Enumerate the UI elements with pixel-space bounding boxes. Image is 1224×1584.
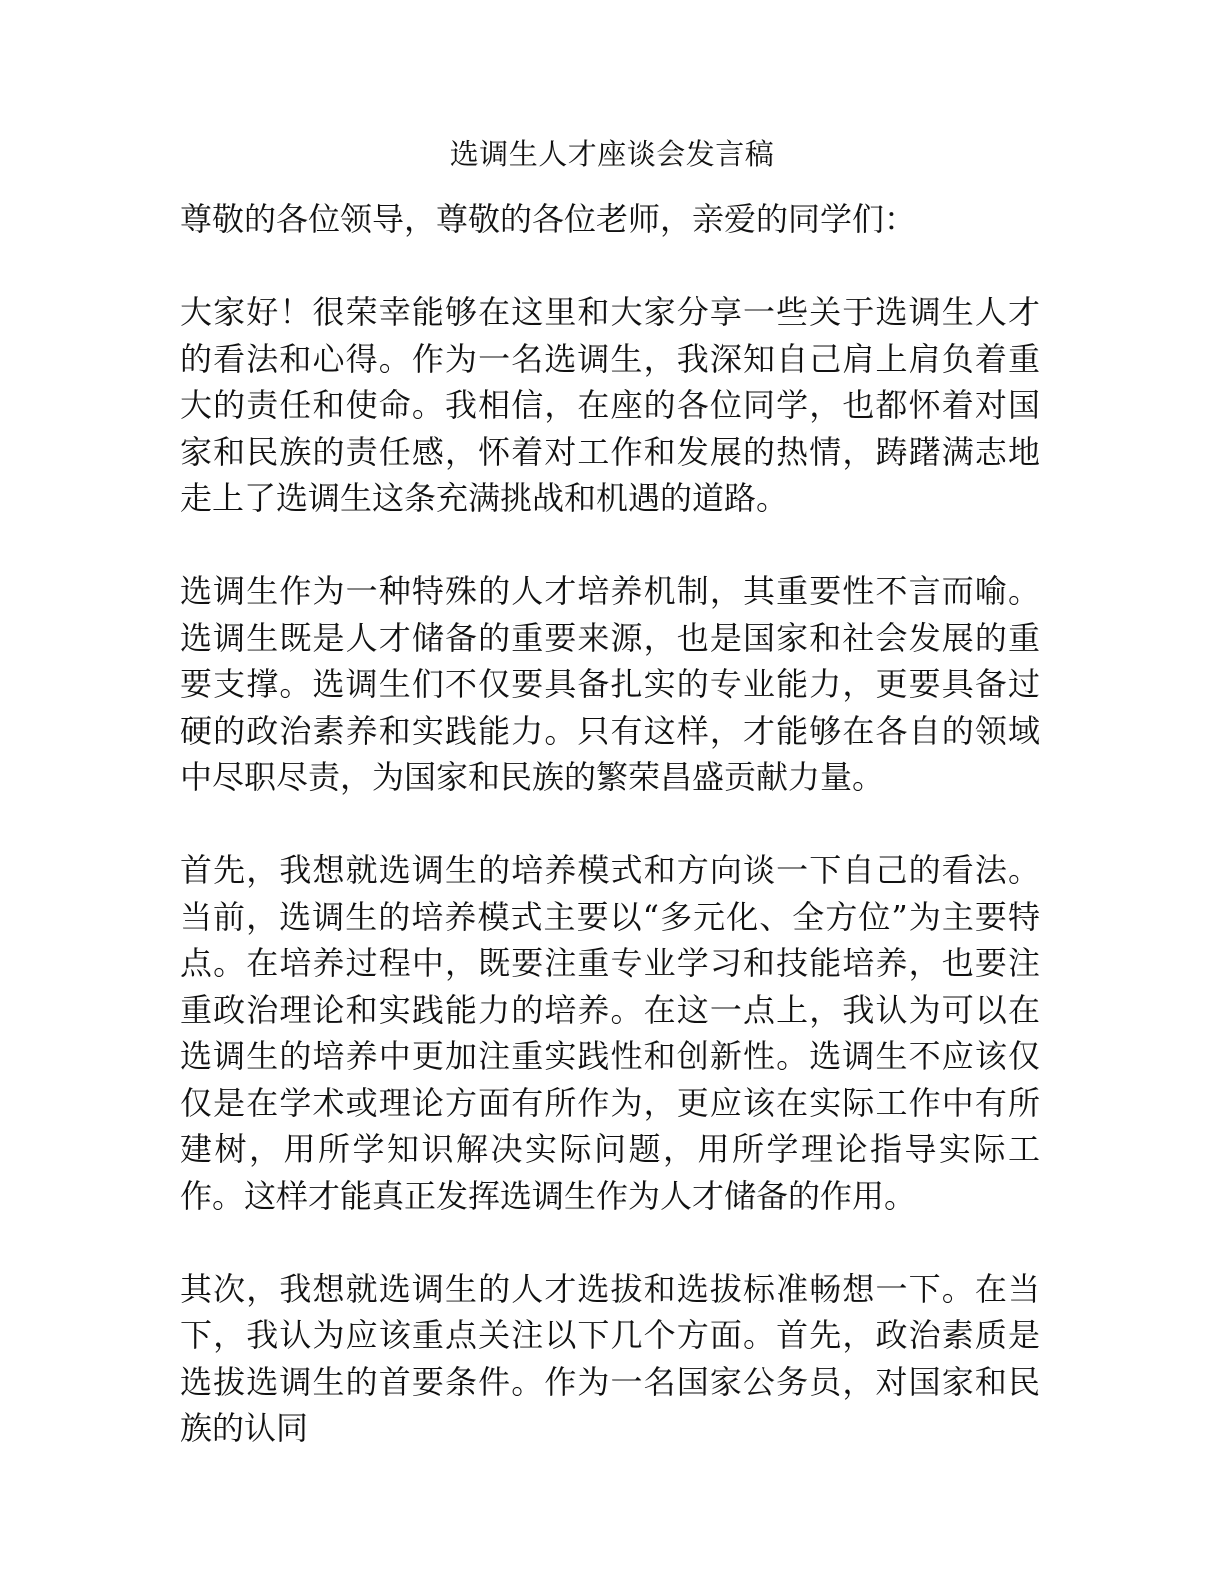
paragraph-4: 其次，我想就选调生的人才选拔和选拔标准畅想一下。在当下，我认为应该重点关注以下几个方面。首先，政治素质是选拔选调生的首要条件。作为一名国家公务员，对国家和民族的认同 xyxy=(180,1269,1040,1447)
paragraph-2: 选调生作为一种特殊的人才培养机制，其重要性不言而喻。选调生既是人才储备的重要来源，也是国家和社会发展的重要支撑。选调生们不仅要具备扎实的专业能力，更要具备过硬的政治素养和实践能力。只有这样，才能够在各自的领域中尽职尽责，为国家和民族的繁荣昌盛贡献力量。 xyxy=(180,572,1040,796)
paragraph-1: 大家好！很荣幸能够在这里和大家分享一些关于选调生人才的看法和心得。作为一名选调生，我深知自己肩上肩负着重大的责任和使命。我相信，在座的各位同学，也都怀着对国家和民族的责任感，怀着对工作和发展的热情，踌躇满志地走上了选调生这条充满挑战和机遇的道路。 xyxy=(180,293,1040,517)
paragraph-3: 首先，我想就选调生的培养模式和方向谈一下自己的看法。当前，选调生的培养模式主要以“多元化、全方位”为主要特点。在培养过程中，既要注重专业学习和技能培养，也要注重政治理论和实践能力的培养。在这一点上，我认为可以在选调生的培养中更加注重实践性和创新性。选调生不应该仅仅是在学术或理论方面有所作为，更应该在实际工作中有所建树，用所学知识解决实际问题，用所学理论指导实际工作。这样才能真正发挥选调生作为人才储备的作用。 xyxy=(180,851,1040,1215)
salutation: 尊敬的各位领导，尊敬的各位老师，亲爱的同学们： xyxy=(180,200,917,238)
document-title: 选调生人才座谈会发言稿 xyxy=(449,137,775,171)
document-body xyxy=(180,196,1040,1452)
